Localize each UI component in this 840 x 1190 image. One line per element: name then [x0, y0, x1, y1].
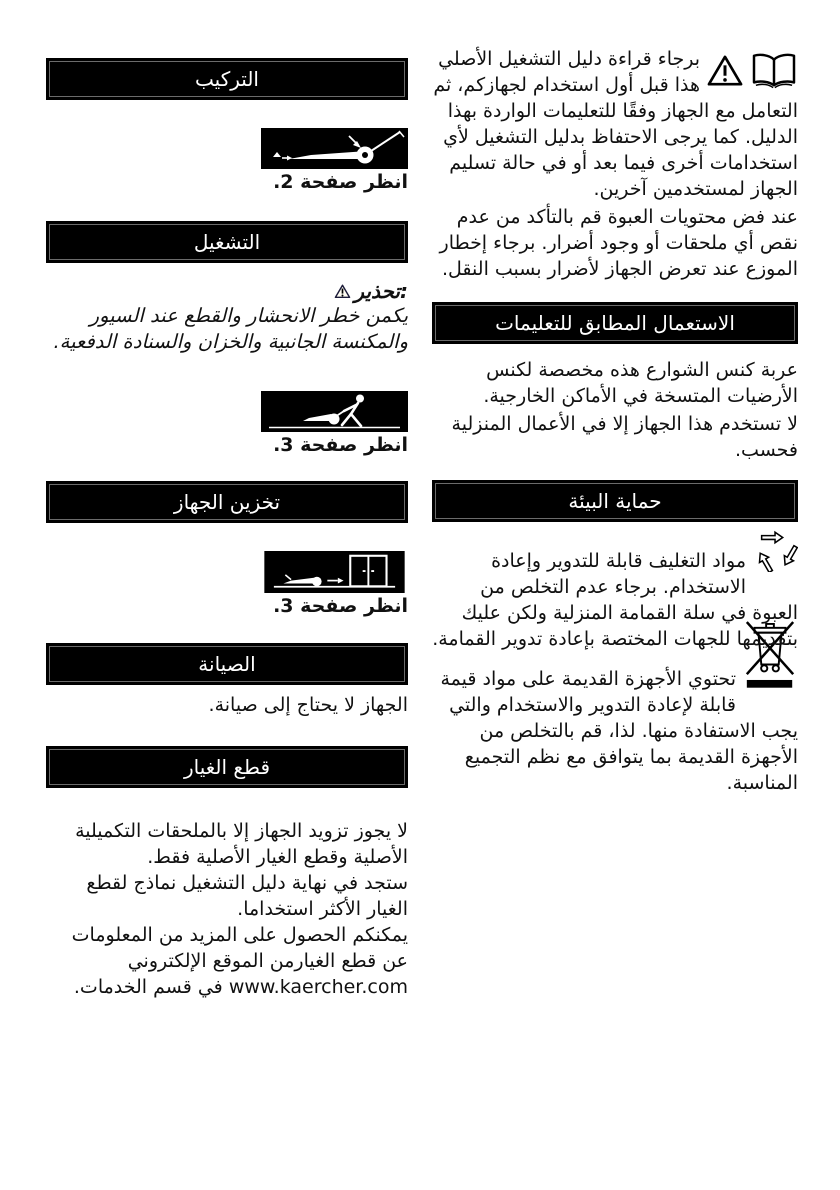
spare-parts-paragraph: ستجد في نهاية دليل التشغيل نماذج لقطع الغيار الأكثر استخداما.	[86, 872, 408, 920]
environment-weee-text: تحتوي الأجهزة القديمة على مواد قيمة قابلة لإعادة التدوير والاستخدام والتي يجب الاستفادة منها. لذا، قم بالتخلص من الأجهزة القديمة بما يتوافق مع نظم التجميع المناسبة.	[440, 668, 798, 794]
proper-use-paragraph-2: لا تستخدم هذا الجهاز إلا في الأعمال المنزلية فحسب.	[451, 413, 798, 461]
warning-triangle-icon	[706, 54, 744, 88]
see-page-caption: انظر صفحة 3.	[273, 595, 408, 617]
maintenance-text: الجهاز لا يحتاج إلى صيانة.	[208, 694, 408, 716]
see-page-caption: انظر صفحة 3.	[273, 434, 408, 456]
intro-icons	[706, 48, 798, 94]
storage-figure	[46, 551, 408, 619]
warning-label: تحذير:	[354, 279, 408, 303]
warning-heading	[46, 279, 408, 303]
section-header-proper-use	[432, 302, 798, 344]
open-book-icon	[750, 51, 798, 91]
environment-recycling-text: مواد التغليف قابلة للتدوير وإعادة الاستخدام. برجاء عدم التخلص من العبوة في سلة القمامة المنزلية ولكن عليك بتقديمها للجهات المختصة بإعادة تدوير القمامة.	[432, 550, 798, 650]
see-page-caption: انظر صفحة 2.	[273, 171, 408, 193]
environment-weee-paragraph	[432, 666, 798, 796]
spare-parts-paragraph: لا يجوز تزويد الجهاز إلا بالملحقات التكميلية الأصلية وقطع الغيار الأصلية فقط.	[75, 820, 408, 868]
section-title: الصيانة	[198, 652, 256, 676]
operation-figure	[46, 391, 408, 458]
section-header-maintenance	[46, 643, 408, 685]
intro-text-1: برجاء قراءة دليل التشغيل الأصلي هذا قبل أول استخدام لجهازكم، ثم التعامل مع الجهاز وفقًا للتعليمات الواردة بهذا الدليل. كما يرجى الاحتفاظ بدليل التشغيل لأي استخدامات أخرى فيما بعد أو في حالة تسليم الجهاز لمستخدمين آخرين.	[433, 48, 798, 200]
section-title: الاستعمال المطابق للتعليمات	[495, 311, 735, 335]
section-title: تخزين الجهاز	[173, 490, 281, 514]
section-header-operation	[46, 221, 408, 263]
section-title: قطع الغيار	[183, 755, 271, 779]
section-title: التركيب	[195, 67, 259, 91]
section-header-environment	[432, 480, 798, 522]
proper-use-paragraph-1: عربة كنس الشوارع هذه مخصصة لكنس الأرضيات المتسخة في الأماكن الخارجية.	[483, 359, 798, 407]
recycling-arrows-icon	[754, 526, 798, 579]
right-column	[432, 38, 798, 796]
intro-paragraph-1	[432, 38, 798, 202]
left-column	[46, 58, 408, 1000]
section-header-installation	[46, 58, 408, 100]
section-header-spare-parts	[46, 746, 408, 788]
warning-text: يكمن خطر الانحشار والقطع عند السيور والمكنسة الجانبية والخزان والسنادة الدفعية.	[53, 304, 408, 353]
installation-figure	[46, 128, 408, 195]
section-title: التشغيل	[193, 230, 261, 254]
section-header-storage	[46, 481, 408, 523]
environment-recycling-paragraph	[432, 548, 798, 652]
intro-paragraph-2: عند فض محتويات العبوة قم بالتأكد من عدم نقص أي ملحقات أو وجود أضرار. برجاء إخطار الموزع عند تعرض الجهاز لأضرار بسبب النقل.	[439, 206, 798, 280]
sweeper-storage-cabinet-pictogram	[261, 551, 408, 593]
warning-triangle-icon	[334, 284, 351, 299]
sweeper-assembly-pictogram	[261, 128, 408, 169]
spare-parts-paragraph: يمكنكم الحصول على المزيد من المعلومات عن قطع الغيارمن الموقع الإلكتروني www.kaercher.com في قسم الخدمات.	[71, 924, 408, 998]
section-title: حماية البيئة	[568, 489, 662, 513]
person-pushing-sweeper-pictogram	[261, 391, 408, 432]
